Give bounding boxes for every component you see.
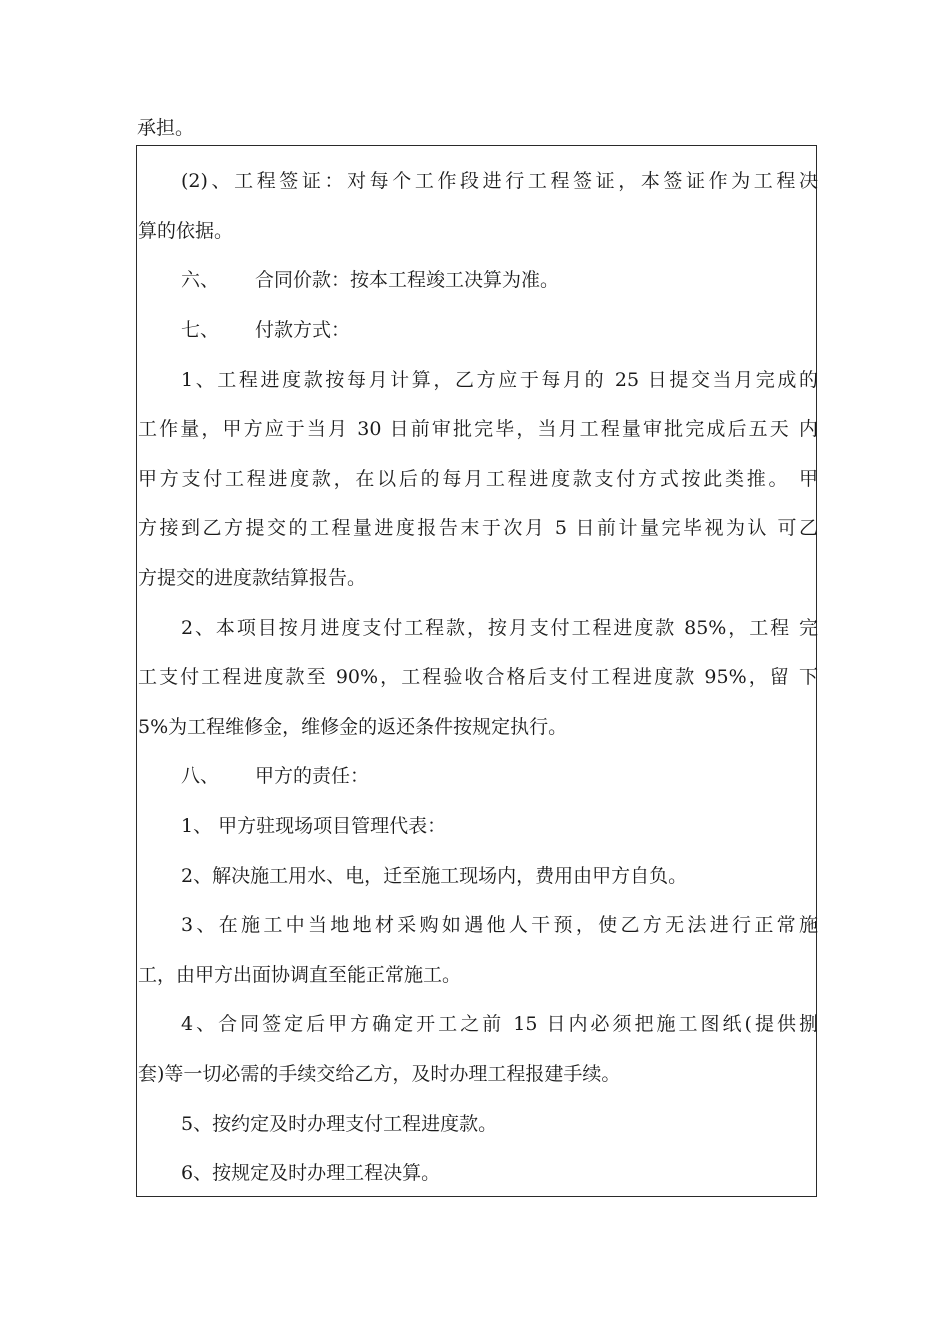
section-number: 八、 <box>181 765 220 787</box>
line-1: (2)、工程签证：对每个工作段进行工程签证，本签证作为工程决 <box>181 170 818 192</box>
line-2: 算的依据。 <box>138 220 234 242</box>
contract-text-box <box>136 145 817 1197</box>
line-18: 4、合同签定后甲方确定开工之前 15 日内必须把施工图纸(提供捌 <box>181 1013 818 1035</box>
line-17: 工，由甲方出面协调直至能正常施工。 <box>138 964 462 986</box>
line-16: 3、在施工中当地地材采购如遇他人干预，使乙方无法进行正常施 <box>181 914 818 936</box>
line-8: 方接到乙方提交的工程量进度报告末于次月 5 日前计量完毕视为认 可乙 <box>138 517 818 539</box>
section-number: 七、 <box>181 319 220 341</box>
section-number: 六、 <box>181 269 220 291</box>
line-6: 工作量，甲方应于当月 30 日前审批完毕，当月工程量审批完成后五天 内 <box>138 418 818 440</box>
section-heading-8 <box>137 761 818 791</box>
line-11: 工支付工程进度款至 90%，工程验收合格后支付工程进度款 95%，留 下 <box>138 666 818 688</box>
section-heading-7 <box>137 315 818 345</box>
line-19: 套)等一切必需的手续交给乙方，及时办理工程报建手续。 <box>138 1063 621 1085</box>
section-title: 付款方式： <box>255 319 351 341</box>
section-heading-6 <box>137 265 818 295</box>
line-5: 1、工程进度款按每月计算，乙方应于每月的 25 日提交当月完成的 <box>181 369 818 391</box>
line-15: 2、解决施工用水、电，迁至施工现场内，费用由甲方自负。 <box>181 865 688 887</box>
carry-over-text: 承担。 <box>137 117 195 139</box>
line-14: 1、 甲方驻现场项目管理代表： <box>181 815 447 837</box>
line-21: 6、按规定及时办理工程决算。 <box>181 1162 441 1184</box>
line-9: 方提交的进度款结算报告。 <box>138 567 367 589</box>
section-title: 甲方的责任： <box>255 765 370 787</box>
line-7: 甲方支付工程进度款，在以后的每月工程进度款支付方式按此类推。 甲 <box>138 468 818 490</box>
line-12: 5%为工程维修金，维修金的返还条件按规定执行。 <box>138 716 568 738</box>
section-title: 合同价款：按本工程竣工决算为准。 <box>255 269 560 291</box>
line-20: 5、按约定及时办理支付工程进度款。 <box>181 1113 498 1135</box>
line-10: 2、本项目按月进度支付工程款，按月支付工程进度款 85%，工程 完 <box>181 617 818 639</box>
